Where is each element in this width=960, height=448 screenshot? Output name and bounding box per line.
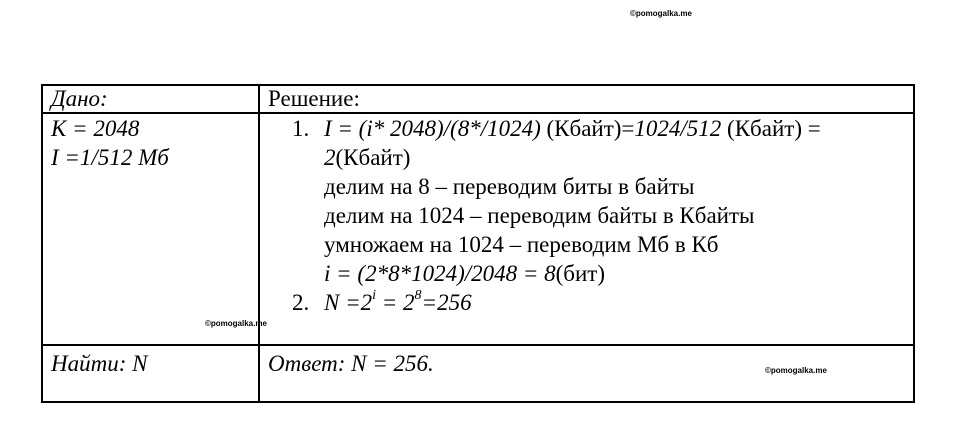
solution-header: Решение: (268, 86, 360, 111)
step-1-formula: I = (i* 2048)/(8*/1024) (324, 116, 541, 141)
step-1-value: 1024/512 (634, 116, 722, 141)
step-2-body (324, 288, 913, 317)
note-3: умножаем на 1024 – переводим Мб в Кб (324, 232, 719, 257)
given-header-cell (42, 85, 259, 113)
step-2-a: N =2 (324, 290, 373, 315)
step-2-c: =256 (421, 290, 472, 315)
i-formula-line (292, 259, 913, 288)
step-2 (292, 288, 913, 317)
solution-steps (260, 114, 913, 317)
watermark-bottom: ©pomogalka.me (765, 366, 827, 375)
step-2-b: = 2 (376, 290, 415, 315)
watermark-middle: ©pomogalka.me (205, 319, 267, 328)
step-1-number: 1. (292, 116, 310, 141)
header-row (42, 85, 914, 113)
step-1-result-unit: (Кбайт) (335, 145, 411, 170)
step-2-exp1: i (372, 288, 377, 304)
note-2: делим на 1024 – переводим байты в Кбайты (324, 203, 755, 228)
body-row (42, 113, 914, 345)
solution-header-cell (259, 85, 914, 113)
step-2-number: 2. (292, 290, 310, 315)
step-1-result: 2 (324, 145, 336, 170)
i-formula: i = (2*8*1024)/2048 = 8 (324, 261, 556, 286)
answer-text: Ответ: N = 256. (268, 351, 434, 376)
given-i: I =1/512 Мб (51, 145, 169, 170)
step-2-exp2: 8 (414, 288, 422, 304)
given-k: K = 2048 (51, 116, 140, 141)
find-target: : N (118, 351, 148, 376)
find-line (43, 346, 258, 378)
solution-table (41, 84, 915, 403)
solution-cell (259, 113, 914, 345)
step-1-unit2: (Кбайт) = (721, 116, 821, 141)
given-values (43, 114, 258, 172)
note-1: делим на 8 – переводим биты в байты (324, 174, 695, 199)
given-cell (42, 113, 259, 345)
step-1 (292, 114, 913, 172)
step-1-unit1: (Кбайт)= (540, 116, 635, 141)
find-cell (42, 345, 259, 402)
find-label: Найти (51, 351, 119, 376)
i-unit: (бит) (555, 261, 606, 286)
step-1-body (324, 114, 913, 172)
watermark-top: ©pomogalka.me (630, 9, 692, 18)
given-header: Дано: (51, 86, 108, 111)
